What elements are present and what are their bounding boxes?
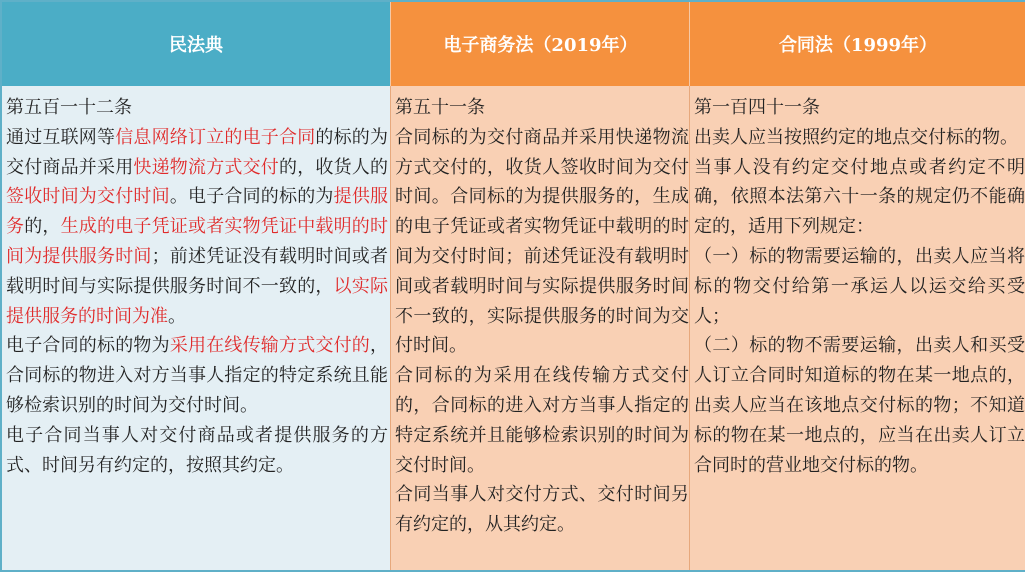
column-civil-code	[2, 86, 390, 570]
text-segment: 通过互联网等	[6, 126, 116, 148]
text-segment: 。电子合同的标的为	[169, 186, 334, 208]
highlighted-text: 快递物流方式交付	[133, 156, 280, 178]
header-contract-law: 合同法（1999年）	[689, 2, 1025, 86]
column-contract-law	[689, 86, 1025, 570]
contract-law-paragraph-1: 出卖人应当按照约定的地点交付标的物。	[694, 126, 1018, 148]
ecommerce-law-paragraph-3: 合同当事人对交付方式、交付时间另有约定的，从其约定。	[395, 484, 689, 536]
text-segment: 的标的为交付商品并采用	[6, 126, 389, 178]
highlighted-text: 采用在线传输方式交付的	[169, 335, 371, 357]
highlighted-text: 生成的电子凭证或者实物凭证中载明的时间为提供服务时间	[6, 216, 389, 267]
highlighted-text: 签收时间为交付时间	[6, 186, 170, 208]
header-civil-code: 民法典	[2, 2, 390, 86]
text-segment: ；前述凭证没有载明时间或者载明时间与实际提供服务时间不一致的，	[6, 245, 389, 297]
ecommerce-law-paragraph-1: 合同标的为交付商品并采用快递物流方式交付的，收货人签收时间为交付时间。合同标的为提供服务的，生成的电子凭证或者实物凭证中载明的时间为交付时间；前述凭证没有载明时间或者载明时间与实际提供服务时间不一致的，实际提供服务的时间为交付时间。	[395, 126, 689, 357]
text-segment: 的，	[24, 216, 61, 238]
highlighted-text: 信息网络订立的电子合同	[115, 126, 316, 148]
header-ecommerce-law: 电子商务法（2019年）	[390, 2, 690, 86]
contract-law-paragraph-3: （一）标的物需要运输的，出卖人应当将标的物交付给第一承运人以运交给买受人；	[694, 245, 1025, 327]
contract-law-paragraph-2: 当事人没有约定交付地点或者约定不明确，依照本法第六十一条的规定仍不能确定的，适用下列规定：	[694, 156, 1025, 238]
text-segment: 的，收货人的	[279, 156, 389, 178]
contract-law-article: 第一百四十一条	[694, 97, 820, 118]
ecommerce-law-article: 第五十一条	[395, 97, 485, 118]
civil-code-paragraph-1	[6, 123, 388, 332]
column-ecommerce-law	[390, 86, 689, 570]
text-segment: 。	[168, 305, 186, 327]
civil-code-paragraph-2	[6, 331, 388, 420]
civil-code-paragraph-3: 电子合同当事人对交付商品或者提供服务的方式、时间另有约定的，按照其约定。	[6, 424, 388, 476]
contract-law-paragraph-4: （二）标的物不需要运输，出卖人和买受人订立合同时知道标的物在某一地点的，出卖人应当在该地点交付标的物；不知道标的物在某一地点的，应当在出卖人订立合同时的营业地交付标的物。	[694, 335, 1025, 476]
highlighted-text: 提供服务	[6, 186, 389, 238]
text-segment: ，合同标的物进入对方当事人指定的特定系统且能够检索识别的时间为交付时间。	[6, 335, 389, 416]
civil-code-article: 第五百一十二条	[6, 97, 132, 118]
highlighted-text: 以实际提供服务的时间为准	[6, 275, 389, 327]
ecommerce-law-paragraph-2: 合同标的为采用在线传输方式交付的，合同标的进入对方当事人指定的特定系统并且能够检索识别的时间为交付时间。	[395, 365, 689, 476]
text-segment: 电子合同的标的物为	[6, 335, 170, 357]
